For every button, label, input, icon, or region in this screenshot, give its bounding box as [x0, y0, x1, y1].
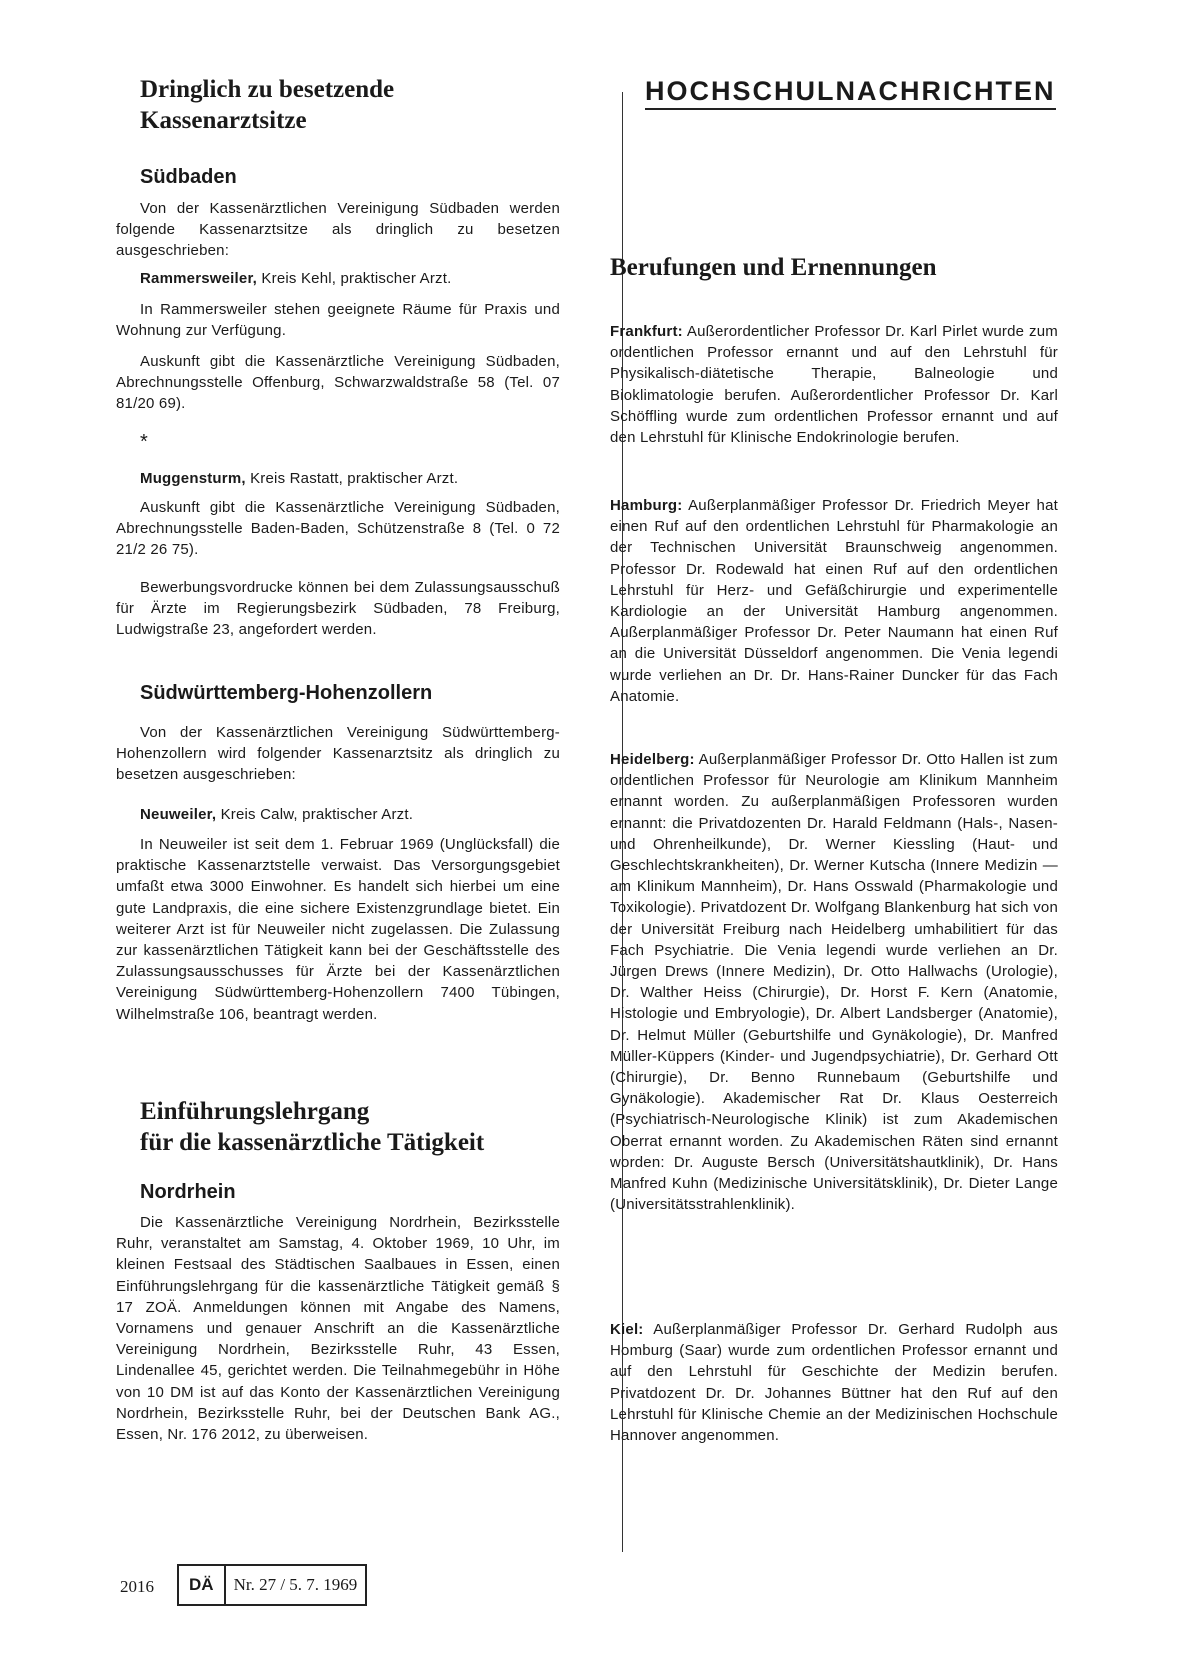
heading-einfuehrungslehrgang	[140, 1096, 484, 1158]
place-name: Heidelberg:	[610, 751, 695, 768]
paragraph-muggensturm	[116, 468, 560, 489]
heading-berufungen: Berufungen und Ernennungen	[610, 254, 937, 281]
separator-star: *	[140, 431, 148, 453]
heading-line: für die kassenärztliche Tätigkeit	[140, 1129, 485, 1156]
place-name: Neuweiler,	[140, 806, 217, 823]
paragraph-suedbaden-intro: Von der Kassenärztlichen Vereinigung Südbaden werden folgende Kassenarztsitze als dringlich zu besetzen ausgeschrieben:	[116, 200, 560, 260]
journal-logo: DÄ	[179, 1566, 226, 1604]
paragraph-neuweiler-text: In Neuweiler ist seit dem 1. Februar 1969 (Unglücksfall) die praktische Kassenarztstelle verwaist. Das Versorgungsgebiet umfaßt etwa 3000 Einwohner. Es handelt sich hierbei um eine gute Landpraxis, die eine sichere Existenzgrundlage bietet. Ein weiterer Arzt ist für Neuweiler nicht zugelassen. Die Zulassung zur kassenärztlichen Tätigkeit kann bei der Geschäftsstelle des Zulassungsausschusses für Ärzte bei der Kassenärztlichen Vereinigung Südwürttemberg-Hohenzollern 7400 Tübingen, Wilhelmstraße 106, beantragt werden.	[116, 836, 560, 1023]
entry-text: Außerplanmäßiger Professor Dr. Friedrich Meyer hat einen Ruf auf den ordentlichen Lehrstuhl für Pharmakologie an der Technischen Universität Braunschweig angenommen. Professor Dr. Rodewald hat einen Ruf auf den ordentlichen Lehrstuhl für Herz- und Gefäßchirurgie und experimentelle Kardiologie an der Universität Hamburg angenommen. Außerplanmäßiger Professor Dr. Peter Naumann hat einen Ruf an die Universität Düsseldorf angenommen. Die Venia legendi wurde verliehen an Dr. Dr. Hans-Rainer Duncker für das Fach Anatomie.	[610, 497, 1058, 705]
place-name: Muggensturm,	[140, 470, 246, 487]
subheading-nordrhein: Nordrhein	[140, 1181, 236, 1203]
entry-text: Außerordentlicher Professor Dr. Karl Pirlet wurde zum ordentlichen Professor ernannt und auf den Lehrstuhl für Physikalisch-diätetische Therapie, Balneologie und Bioklimatologie berufen. Außerordentlicher Professor Dr. Karl Schöffling wurde zum ordentlichen Professor ernannt und auf den Lehrstuhl für Klinische Endokrinologie berufen.	[610, 323, 1058, 447]
heading-line: Einführungslehrgang	[140, 1098, 370, 1125]
heading-line: Dringlich zu besetzende	[140, 76, 395, 103]
page-number: 2016	[120, 1577, 154, 1596]
entry-hamburg	[610, 495, 1058, 707]
place-name: Kiel:	[610, 1321, 644, 1338]
place-name: Frankfurt:	[610, 323, 683, 340]
paragraph-muggensturm-info: Auskunft gibt die Kassenärztliche Vereinigung Südbaden, Abrechnungsstelle Baden-Baden, Schützenstraße 8 (Tel. 0 72 21/2 26 75).	[116, 499, 560, 559]
place-name: Rammersweiler,	[140, 270, 258, 287]
paragraph-rammersweiler	[116, 268, 560, 289]
issue-box	[177, 1564, 367, 1606]
heading-line: Kassenarztsitze	[140, 107, 307, 134]
entry-heidelberg	[610, 749, 1058, 1215]
paragraph-neuweiler	[116, 804, 560, 825]
subheading-suedwuerttemberg: Südwürttemberg-Hohenzollern	[140, 682, 433, 704]
place-details: Kreis Rastatt, praktischer Arzt.	[245, 470, 459, 487]
paragraph-rammersweiler-text: In Rammersweiler stehen geeignete Räume für Praxis und Wohnung zur Verfügung.	[116, 301, 560, 340]
place-details: Kreis Calw, praktischer Arzt.	[216, 806, 414, 823]
heading-kassenarztsitze	[140, 74, 394, 136]
paragraph-nordrhein: Die Kassenärztliche Vereinigung Nordrhein, Bezirksstelle Ruhr, veranstaltet am Samstag, 4. Oktober 1969, 10 Uhr, im kleinen Festsaal des Städtischen Saalbaues in Essen, einen Einführungslehrgang für die kassenärztliche Tätigkeit gemäß § 17 ZOÄ. Anmeldungen können mit Angabe des Namens, Vornamens und genauer Anschrift an die Kassenärztliche Vereinigung Nordrhein, Bezirksstelle Ruhr, 43 Essen, Lindenallee 45, gerichtet werden. Die Teilnahmegebühr in Höhe von 10 DM ist auf das Konto der Kassenärztlichen Vereinigung Nordrhein, Bezirksstelle Ruhr, bei der Deutschen Bank AG., Essen, Nr. 176 2012, zu überweisen.	[116, 1214, 560, 1444]
section-title: HOCHSCHULNACHRICHTEN	[645, 76, 1056, 110]
entry-kiel	[610, 1319, 1058, 1446]
issue-info: Nr. 27 / 5. 7. 1969	[233, 1575, 358, 1594]
place-details: Kreis Kehl, praktischer Arzt.	[257, 270, 452, 287]
entry-text: Außerplanmäßiger Professor Dr. Gerhard Rudolph aus Homburg (Saar) wurde zum ordentlichen Professor ernannt und auf den Lehrstuhl für Geschichte der Medizin berufen. Privatdozent Dr. Dr. Johannes Büttner hat den Ruf auf den Lehrstuhl für Klinische Chemie an der Medizinischen Hochschule Hannover angenommen.	[610, 1321, 1058, 1445]
paragraph-rammersweiler-info: Auskunft gibt die Kassenärztliche Vereinigung Südbaden, Abrechnungsstelle Offenburg, Schwarzwaldstraße 58 (Tel. 07 81/20 69).	[116, 353, 560, 413]
subheading-suedbaden: Südbaden	[140, 166, 237, 188]
place-name: Hamburg:	[610, 497, 683, 514]
paragraph-forms: Bewerbungsvordrucke können bei dem Zulassungsausschuß für Ärzte im Regierungsbezirk Südbaden, 78 Freiburg, Ludwigstraße 23, angefordert werden.	[116, 579, 560, 639]
entry-frankfurt	[610, 321, 1058, 448]
paragraph-swh-intro: Von der Kassenärztlichen Vereinigung Südwürttemberg-Hohenzollern wird folgender Kassenarztsitz als dringlich zu besetzen ausgeschrieben:	[116, 724, 560, 784]
entry-text: Außerplanmäßiger Professor Dr. Otto Hallen ist zum ordentlichen Professor für Neurologie am Klinikum Mannheim ernannt worden. Zu außerplanmäßigen Professoren wurden ernannt: die Privatdozenten Dr. Harald Feldmann (Hals-, Nasen- und Ohrenheilkunde), Dr. Werner Kiessling (Haut- und Geschlechtskrankheiten), Dr. Werner Kutscha (Innere Medizin — am Klinikum Mannheim), Dr. Hans Osswald (Pharmakologie und Toxikologie). Privatdozent Dr. Wolfgang Blankenburg hat sich von der Universität Freiburg nach Heidelberg umhabilitiert für das Fach Psychiatrie. Die Venia legendi wurde verliehen an Dr. Jürgen Drews (Innere Medizin), Dr. Otto Hallwachs (Urologie), Dr. Walther Heiss (Chirurgie), Dr. Horst F. Kern (Anatomie, Histologie und Embryologie), Dr. Albert Landsberger (Anatomie), Dr. Helmut Müller (Geburtshilfe und Gynäkologie), Dr. Manfred Müller-Küppers (Kinder- und Jugendpsychiatrie), Dr. Gerhard Ott (Chirurgie), Dr. Benno Runnebaum (Geburtshilfe und Gynäkologie). Akademischer Rat Dr. Klaus Oesterreich (Psychiatrisch-Neurologische Klinik) ist zum Akademischen Oberrat ernannt worden. Zu Akademischen Räten sind ernannt worden: Dr. Auguste Bersch (Universitätshautklinik), Dr. Hans Manfred Kuhn (Medizinische Universitätsklinik), Dr. Dieter Lange (Universitätsstrahlenklinik).	[610, 751, 1058, 1214]
